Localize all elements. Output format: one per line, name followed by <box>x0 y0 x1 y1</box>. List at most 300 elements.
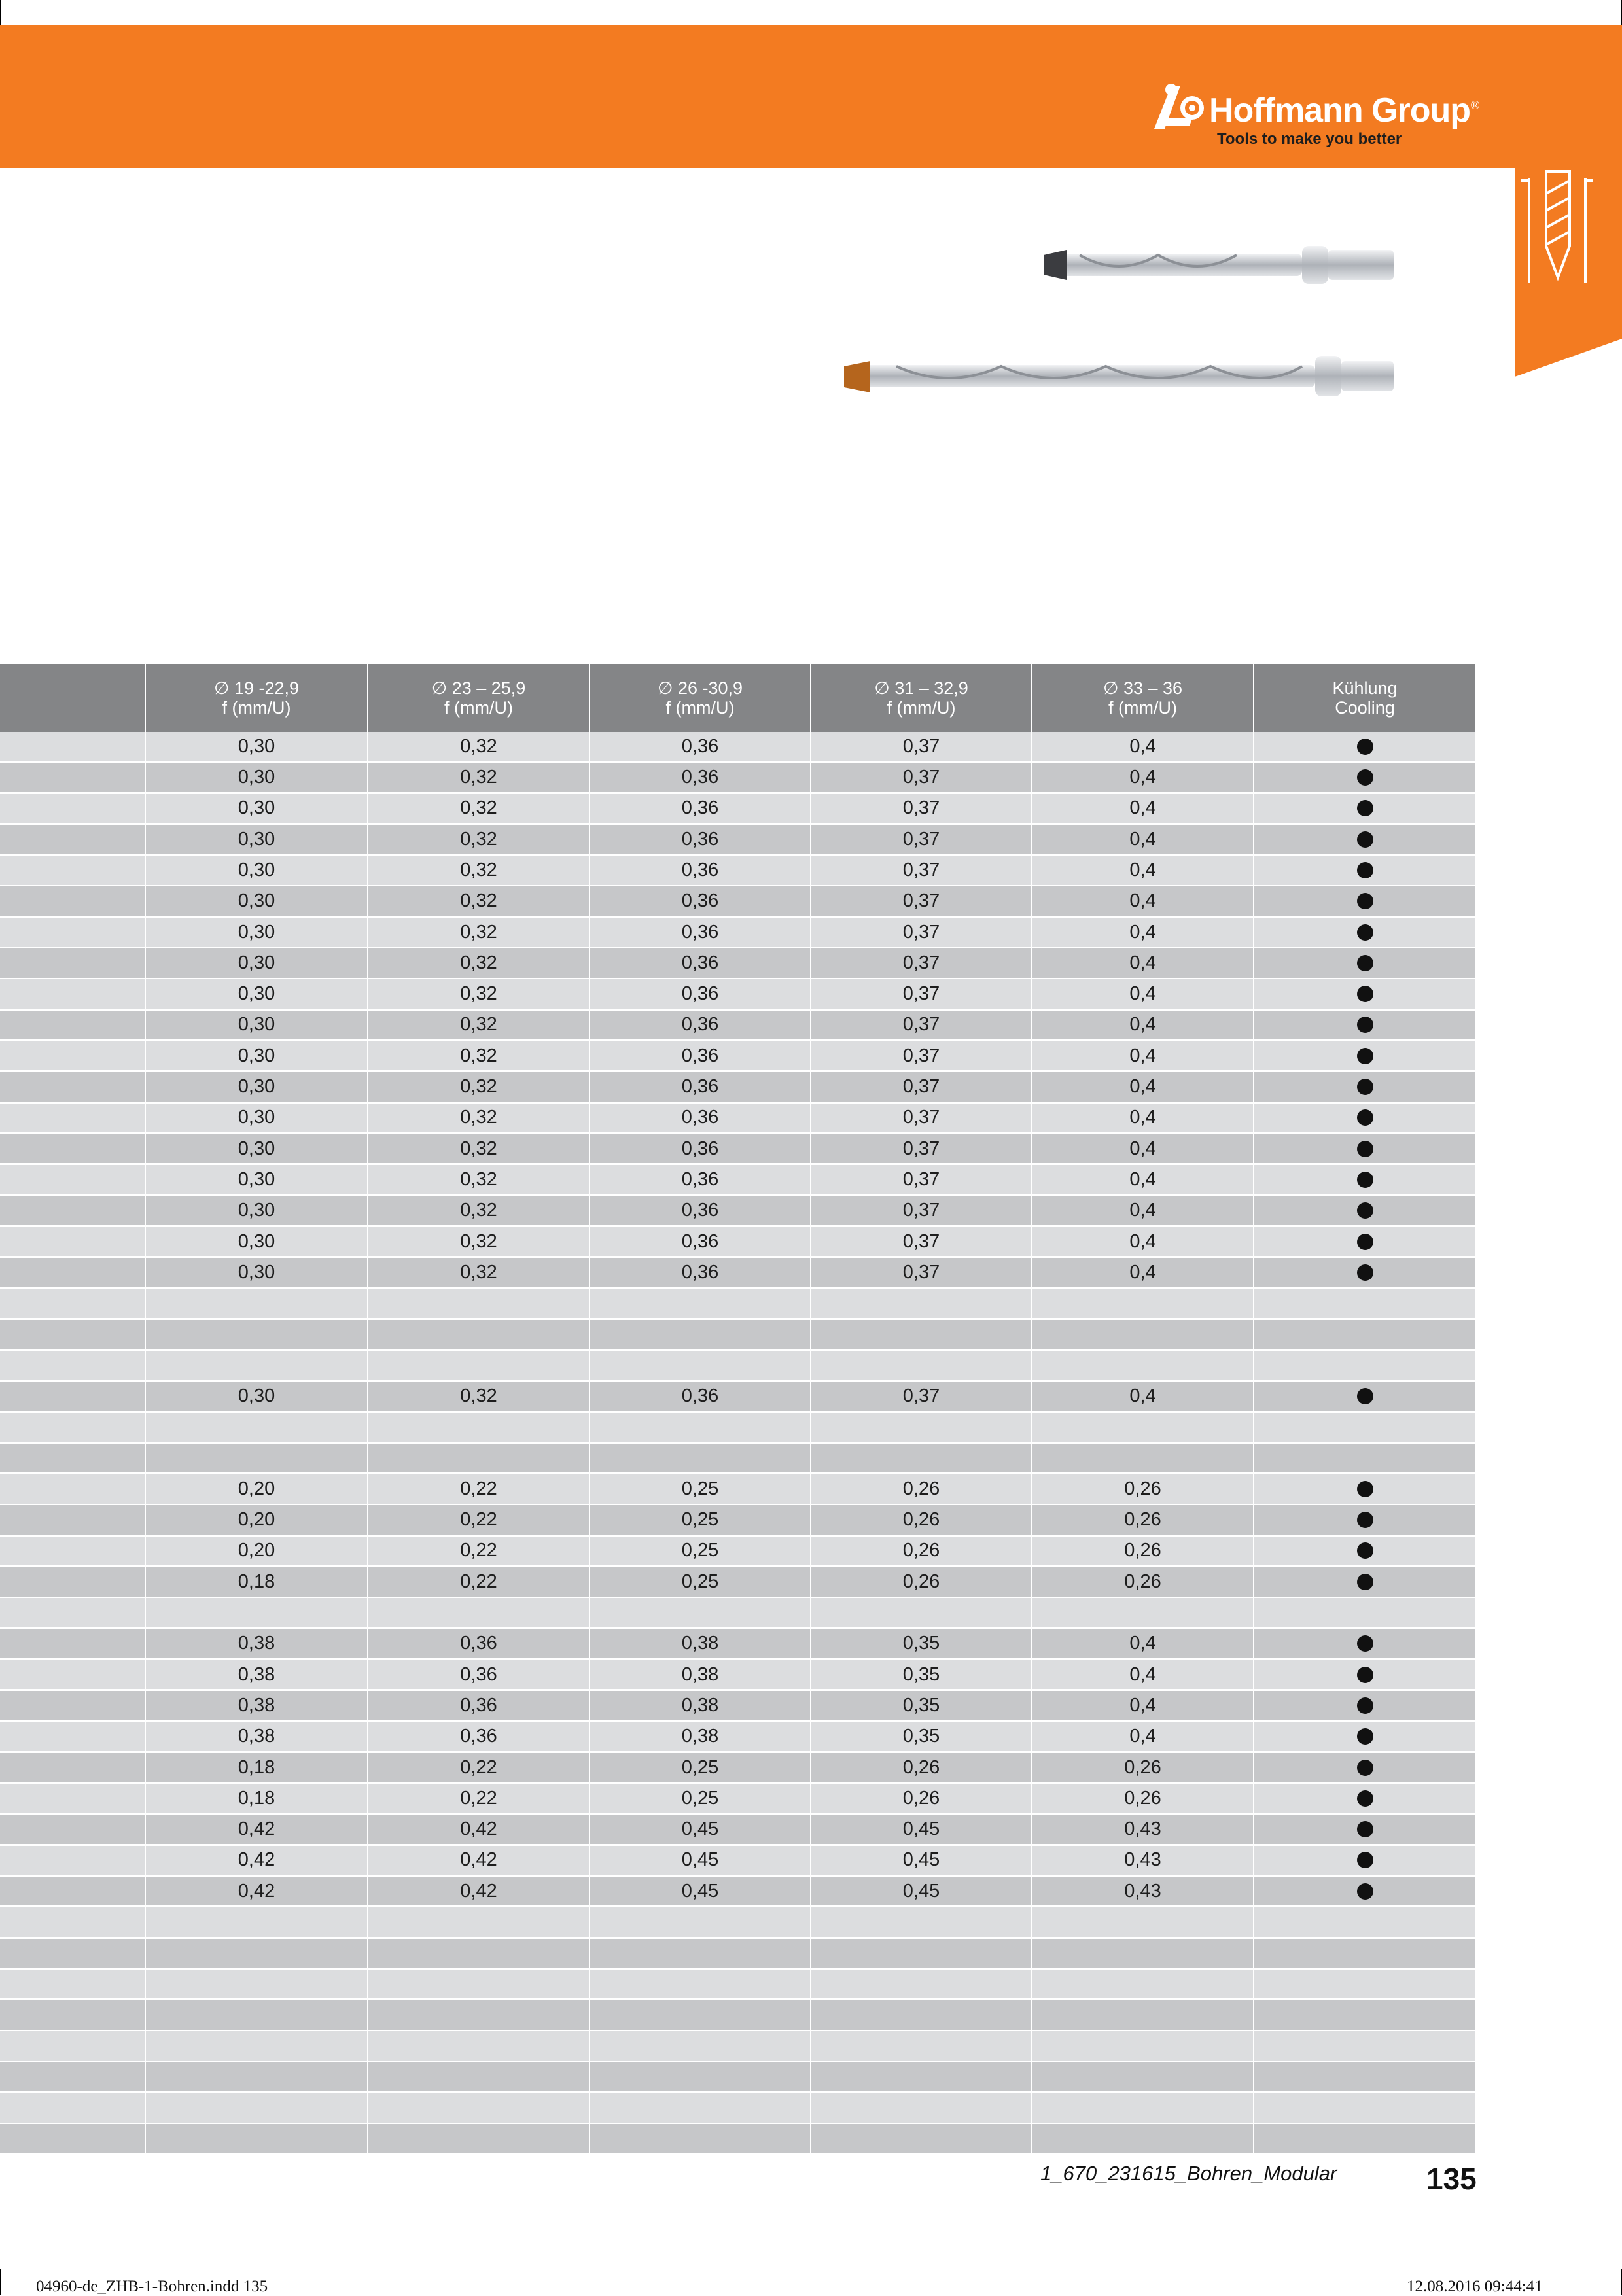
cooling-dot-icon <box>1357 1481 1373 1497</box>
feed-value-cell <box>146 2093 367 2123</box>
feed-value-cell: 0,4 <box>1032 1258 1253 1287</box>
feed-value-cell <box>811 1939 1031 1968</box>
feed-value-cell: 0,30 <box>146 1041 367 1071</box>
table-row <box>0 1753 1475 1784</box>
table-row <box>0 1011 1475 1041</box>
column-header-line2: f (mm/U) <box>222 698 291 718</box>
feed-value-cell <box>146 1907 367 1937</box>
cooling-dot-icon <box>1357 1821 1373 1837</box>
row-label-cell <box>0 1722 145 1752</box>
feed-value-cell <box>368 2000 589 2030</box>
feed-value-cell: 0,32 <box>368 1041 589 1071</box>
table-row <box>0 1165 1475 1196</box>
feed-value-cell: 0,37 <box>811 825 1031 854</box>
feed-value-cell <box>1032 1320 1253 1349</box>
table-row <box>0 1289 1475 1319</box>
cooling-dot-icon <box>1357 924 1373 941</box>
feed-value-cell: 0,4 <box>1032 794 1253 824</box>
table-row <box>0 2031 1475 2062</box>
feed-value-cell: 0,26 <box>1032 1784 1253 1813</box>
row-label-cell <box>0 2000 145 2030</box>
feed-value-cell: 0,32 <box>368 948 589 978</box>
feed-value-cell <box>146 1598 367 1627</box>
feed-value-cell: 0,42 <box>146 1815 367 1844</box>
feed-value-cell: 0,26 <box>1032 1567 1253 1597</box>
cooling-dot-icon <box>1357 1141 1373 1157</box>
feed-value-cell: 0,30 <box>146 1227 367 1257</box>
cooling-cell <box>1254 794 1475 824</box>
feed-value-cell <box>368 1907 589 1937</box>
feed-value-cell: 0,30 <box>146 1258 367 1287</box>
feed-value-cell <box>368 1289 589 1318</box>
feed-value-cell: 0,36 <box>368 1691 589 1720</box>
cooling-cell <box>1254 1629 1475 1659</box>
cooling-dot-icon <box>1357 1234 1373 1250</box>
cooling-cell <box>1254 1072 1475 1102</box>
row-label-cell <box>0 856 145 885</box>
cooling-cell <box>1254 2031 1475 2061</box>
feed-value-cell <box>590 1289 810 1318</box>
cooling-dot-icon <box>1357 1264 1373 1281</box>
cooling-cell <box>1254 1598 1475 1627</box>
row-label-cell <box>0 1258 145 1287</box>
feed-value-cell <box>811 2031 1031 2061</box>
feed-value-cell: 0,37 <box>811 1196 1031 1225</box>
feed-value-cell: 0,36 <box>590 1196 810 1225</box>
feed-value-cell <box>368 2062 589 2092</box>
cooling-cell <box>1254 1289 1475 1318</box>
feed-value-cell <box>590 1939 810 1968</box>
feed-value-cell: 0,37 <box>811 886 1031 916</box>
feed-value-cell: 0,37 <box>811 918 1031 947</box>
cooling-cell <box>1254 1474 1475 1504</box>
feed-value-cell <box>368 1320 589 1349</box>
feed-value-cell: 0,30 <box>146 732 367 761</box>
table-row <box>0 1939 1475 1970</box>
row-label-cell <box>0 1165 145 1194</box>
feed-value-cell <box>146 1444 367 1473</box>
section-tab <box>1515 167 1622 377</box>
feed-value-cell: 0,37 <box>811 948 1031 978</box>
column-header-line2: f (mm/U) <box>887 698 956 718</box>
feed-value-cell: 0,25 <box>590 1753 810 1783</box>
cooling-cell <box>1254 1753 1475 1783</box>
feed-value-cell: 0,30 <box>146 979 367 1009</box>
feed-value-cell: 0,36 <box>368 1722 589 1752</box>
table-row <box>0 1072 1475 1103</box>
row-label-cell <box>0 1134 145 1164</box>
table-row <box>0 1877 1475 1907</box>
cooling-dot-icon <box>1357 1728 1373 1745</box>
table-row <box>0 1041 1475 1072</box>
row-label-cell <box>0 1072 145 1102</box>
feed-value-cell: 0,32 <box>368 1011 589 1040</box>
feed-value-cell: 0,37 <box>811 1165 1031 1194</box>
feed-value-cell: 0,37 <box>811 1072 1031 1102</box>
table-row <box>0 1846 1475 1877</box>
table-row <box>0 948 1475 979</box>
row-label-cell <box>0 1227 145 1257</box>
feed-value-cell: 0,32 <box>368 763 589 792</box>
registered-mark: ® <box>1471 99 1480 112</box>
feed-value-cell <box>146 1289 367 1318</box>
feed-value-cell: 0,45 <box>811 1815 1031 1844</box>
feed-value-cell: 0,26 <box>811 1537 1031 1566</box>
row-label-cell <box>0 1537 145 1566</box>
feed-value-cell: 0,26 <box>811 1567 1031 1597</box>
feed-value-cell: 0,4 <box>1032 1196 1253 1225</box>
feed-value-cell: 0,37 <box>811 856 1031 885</box>
feed-value-cell: 0,4 <box>1032 1072 1253 1102</box>
feed-value-cell <box>590 2000 810 2030</box>
feed-rate-table <box>0 664 1475 2155</box>
table-row <box>0 918 1475 948</box>
column-header-line1: Kühlung <box>1332 678 1398 698</box>
cooling-dot-icon <box>1357 1574 1373 1590</box>
table-row <box>0 1196 1475 1226</box>
feed-value-cell <box>811 1907 1031 1937</box>
feed-value-cell: 0,4 <box>1032 1165 1253 1194</box>
feed-value-cell: 0,30 <box>146 948 367 978</box>
feed-value-cell: 0,36 <box>590 1165 810 1194</box>
feed-value-cell <box>1032 1289 1253 1318</box>
feed-value-cell <box>811 1413 1031 1442</box>
feed-value-cell: 0,45 <box>811 1877 1031 1906</box>
column-header-line1: ∅ 26 -30,9 <box>657 678 743 698</box>
cooling-cell <box>1254 1351 1475 1380</box>
column-header-line1: ∅ 31 – 32,9 <box>874 678 968 698</box>
feed-value-cell <box>590 1444 810 1473</box>
cooling-dot-icon <box>1357 1635 1373 1652</box>
column-header-line2: Cooling <box>1335 698 1395 718</box>
feed-value-cell: 0,20 <box>146 1505 367 1535</box>
row-label-cell <box>0 1444 145 1473</box>
cooling-cell <box>1254 1320 1475 1349</box>
cooling-dot-icon <box>1357 769 1373 786</box>
feed-value-cell <box>146 1939 367 1968</box>
table-row <box>0 1227 1475 1258</box>
feed-value-cell: 0,30 <box>146 794 367 824</box>
cooling-dot-icon <box>1357 800 1373 816</box>
feed-value-cell <box>811 1970 1031 1999</box>
feed-value-cell <box>1032 1413 1253 1442</box>
table-row <box>0 1104 1475 1134</box>
feed-value-cell: 0,37 <box>811 1382 1031 1411</box>
feed-value-cell: 0,4 <box>1032 1691 1253 1720</box>
feed-value-cell: 0,30 <box>146 763 367 792</box>
table-row <box>0 794 1475 825</box>
feed-value-cell <box>368 1939 589 1968</box>
feed-value-cell: 0,37 <box>811 1041 1031 1071</box>
cooling-dot-icon <box>1357 893 1373 909</box>
cooling-cell <box>1254 1877 1475 1906</box>
table-row <box>0 1134 1475 1165</box>
footer-title: 1_670_231615_Bohren_Modular <box>1040 2162 1337 2185</box>
feed-value-cell: 0,4 <box>1032 1011 1253 1040</box>
feed-value-cell: 0,36 <box>590 948 810 978</box>
feed-value-cell <box>1032 1444 1253 1473</box>
table-row <box>0 2000 1475 2031</box>
print-slug-date: 12.08.2016 09:44:41 <box>1407 2278 1543 2295</box>
feed-value-cell: 0,26 <box>811 1784 1031 1813</box>
feed-value-cell: 0,42 <box>146 1877 367 1906</box>
feed-value-cell: 0,4 <box>1032 732 1253 761</box>
cooling-cell <box>1254 1970 1475 1999</box>
row-label-cell <box>0 825 145 854</box>
table-row <box>0 732 1475 763</box>
feed-value-cell: 0,4 <box>1032 886 1253 916</box>
feed-value-cell <box>368 1970 589 1999</box>
row-label-cell <box>0 2062 145 2092</box>
feed-value-cell: 0,32 <box>368 1196 589 1225</box>
cooling-cell <box>1254 979 1475 1009</box>
brand-tagline: Tools to make you better <box>1217 130 1402 148</box>
feed-value-cell: 0,25 <box>590 1784 810 1813</box>
feed-value-cell: 0,45 <box>811 1846 1031 1875</box>
feed-value-cell: 0,37 <box>811 1134 1031 1164</box>
cooling-cell <box>1254 1939 1475 1968</box>
feed-value-cell <box>590 2093 810 2123</box>
feed-value-cell: 0,37 <box>811 1011 1031 1040</box>
feed-value-cell: 0,36 <box>590 1011 810 1040</box>
feed-value-cell: 0,36 <box>590 1382 810 1411</box>
feed-value-cell <box>590 2062 810 2092</box>
column-header <box>811 664 1031 732</box>
table-row <box>0 1691 1475 1722</box>
cooling-cell <box>1254 1722 1475 1752</box>
feed-value-cell: 0,4 <box>1032 1629 1253 1659</box>
cooling-cell <box>1254 1413 1475 1442</box>
feed-value-cell: 0,22 <box>368 1537 589 1566</box>
feed-value-cell: 0,45 <box>590 1846 810 1875</box>
feed-value-cell: 0,42 <box>368 1815 589 1844</box>
row-label-cell <box>0 794 145 824</box>
cooling-cell <box>1254 856 1475 885</box>
feed-value-cell <box>1032 2124 1253 2153</box>
cooling-dot-icon <box>1357 1667 1373 1683</box>
feed-value-cell <box>1032 1939 1253 1968</box>
cooling-cell <box>1254 1784 1475 1813</box>
table-row <box>0 1970 1475 2000</box>
table-row <box>0 1413 1475 1444</box>
feed-value-cell <box>1032 1907 1253 1937</box>
row-label-cell <box>0 1505 145 1535</box>
feed-value-cell: 0,30 <box>146 1072 367 1102</box>
feed-value-cell: 0,36 <box>590 886 810 916</box>
feed-value-cell: 0,45 <box>590 1815 810 1844</box>
row-label-cell <box>0 1196 145 1225</box>
feed-value-cell <box>368 1598 589 1627</box>
cooling-cell <box>1254 1846 1475 1875</box>
feed-value-cell: 0,4 <box>1032 1382 1253 1411</box>
table-row <box>0 1444 1475 1474</box>
feed-value-cell: 0,22 <box>368 1784 589 1813</box>
feed-value-cell: 0,4 <box>1032 1134 1253 1164</box>
table-row <box>0 1815 1475 1845</box>
feed-value-cell: 0,35 <box>811 1722 1031 1752</box>
feed-value-cell: 0,18 <box>146 1567 367 1597</box>
feed-value-cell: 0,32 <box>368 1165 589 1194</box>
table-row <box>0 2093 1475 2124</box>
table-row <box>0 2124 1475 2155</box>
feed-value-cell: 0,36 <box>368 1629 589 1659</box>
cooling-cell <box>1254 1165 1475 1194</box>
feed-value-cell <box>146 1320 367 1349</box>
feed-value-cell: 0,36 <box>590 979 810 1009</box>
cooling-dot-icon <box>1357 1852 1373 1868</box>
row-label-cell <box>0 2031 145 2061</box>
feed-value-cell <box>368 2031 589 2061</box>
cooling-dot-icon <box>1357 1172 1373 1188</box>
row-label-cell <box>0 1846 145 1875</box>
feed-value-cell: 0,4 <box>1032 1041 1253 1071</box>
feed-value-cell: 0,4 <box>1032 825 1253 854</box>
feed-value-cell: 0,32 <box>368 979 589 1009</box>
row-label-cell <box>0 1382 145 1411</box>
feed-value-cell: 0,36 <box>590 856 810 885</box>
column-header-line1: ∅ 19 -22,9 <box>213 678 300 698</box>
print-slug-file: 04960-de_ZHB-1-Bohren.indd 135 <box>36 2278 268 2295</box>
feed-value-cell <box>590 1598 810 1627</box>
feed-value-cell: 0,22 <box>368 1567 589 1597</box>
cooling-cell <box>1254 1907 1475 1937</box>
table-body <box>0 732 1475 2155</box>
table-row <box>0 1722 1475 1753</box>
feed-value-cell: 0,30 <box>146 825 367 854</box>
cooling-dot-icon <box>1357 739 1373 755</box>
feed-value-cell: 0,25 <box>590 1474 810 1504</box>
feed-value-cell <box>811 2093 1031 2123</box>
row-label-cell <box>0 1907 145 1937</box>
feed-value-cell: 0,32 <box>368 732 589 761</box>
feed-value-cell: 0,18 <box>146 1753 367 1783</box>
table-row <box>0 1382 1475 1412</box>
feed-value-cell <box>811 1351 1031 1380</box>
feed-value-cell: 0,26 <box>811 1474 1031 1504</box>
row-label-cell <box>0 1970 145 1999</box>
cooling-dot-icon <box>1357 1079 1373 1095</box>
feed-value-cell <box>146 1970 367 1999</box>
cooling-dot-icon <box>1357 1542 1373 1559</box>
feed-value-cell: 0,4 <box>1032 979 1253 1009</box>
row-label-cell <box>0 1691 145 1720</box>
feed-value-cell <box>811 2124 1031 2153</box>
row-label-cell <box>0 732 145 761</box>
long-drill-image <box>844 356 1394 396</box>
column-header-line2: f (mm/U) <box>444 698 513 718</box>
feed-value-cell: 0,42 <box>368 1877 589 1906</box>
cooling-dot-icon <box>1357 1790 1373 1807</box>
feed-value-cell: 0,4 <box>1032 1660 1253 1690</box>
row-label-cell <box>0 2124 145 2153</box>
column-header <box>146 664 367 732</box>
cooling-cell <box>1254 1104 1475 1133</box>
feed-value-cell: 0,37 <box>811 763 1031 792</box>
cooling-cell <box>1254 1567 1475 1597</box>
feed-value-cell <box>146 1413 367 1442</box>
feed-value-cell: 0,26 <box>1032 1537 1253 1566</box>
feed-value-cell: 0,22 <box>368 1474 589 1504</box>
feed-value-cell: 0,37 <box>811 794 1031 824</box>
cooling-cell <box>1254 1537 1475 1566</box>
feed-value-cell: 0,43 <box>1032 1877 1253 1906</box>
feed-value-cell <box>146 2124 367 2153</box>
crop-mark-top-left <box>0 0 1 25</box>
feed-value-cell: 0,25 <box>590 1567 810 1597</box>
feed-value-cell <box>1032 1351 1253 1380</box>
feed-value-cell: 0,37 <box>811 732 1031 761</box>
table-row <box>0 825 1475 856</box>
table-row <box>0 1258 1475 1289</box>
feed-value-cell: 0,36 <box>590 1227 810 1257</box>
feed-value-cell: 0,38 <box>146 1629 367 1659</box>
cooling-dot-icon <box>1357 1202 1373 1219</box>
feed-value-cell <box>368 1351 589 1380</box>
table-row <box>0 1660 1475 1691</box>
row-label-cell <box>0 1474 145 1504</box>
feed-value-cell: 0,37 <box>811 1227 1031 1257</box>
row-label-cell <box>0 1104 145 1133</box>
feed-value-cell: 0,32 <box>368 1072 589 1102</box>
row-label-cell <box>0 948 145 978</box>
row-label-cell <box>0 1351 145 1380</box>
cooling-cell <box>1254 1444 1475 1473</box>
row-label-cell <box>0 1660 145 1690</box>
cooling-cell <box>1254 1258 1475 1287</box>
feed-value-cell: 0,36 <box>368 1660 589 1690</box>
feed-value-cell: 0,38 <box>590 1629 810 1659</box>
feed-value-cell <box>368 2124 589 2153</box>
feed-value-cell: 0,26 <box>811 1753 1031 1783</box>
cooling-dot-icon <box>1357 955 1373 971</box>
row-label-cell <box>0 979 145 1009</box>
column-header-line1: ∅ 23 – 25,9 <box>431 678 526 698</box>
feed-value-cell: 0,32 <box>368 794 589 824</box>
cooling-dot-icon <box>1357 1883 1373 1900</box>
feed-value-cell: 0,38 <box>590 1660 810 1690</box>
cooling-dot-icon <box>1357 1048 1373 1064</box>
table-row <box>0 1351 1475 1382</box>
cooling-dot-icon <box>1357 1760 1373 1776</box>
feed-value-cell: 0,32 <box>368 1134 589 1164</box>
row-label-cell <box>0 1413 145 1442</box>
feed-value-cell: 0,32 <box>368 1258 589 1287</box>
feed-value-cell: 0,38 <box>146 1722 367 1752</box>
feed-value-cell <box>1032 2093 1253 2123</box>
feed-value-cell <box>811 1598 1031 1627</box>
column-header <box>1254 664 1475 732</box>
feed-value-cell: 0,25 <box>590 1505 810 1535</box>
feed-value-cell: 0,37 <box>811 1258 1031 1287</box>
feed-value-cell: 0,4 <box>1032 1104 1253 1133</box>
feed-value-cell: 0,35 <box>811 1660 1031 1690</box>
feed-value-cell <box>1032 2031 1253 2061</box>
row-label-cell <box>0 1877 145 1906</box>
feed-value-cell: 0,35 <box>811 1629 1031 1659</box>
feed-value-cell: 0,4 <box>1032 948 1253 978</box>
row-label-cell <box>0 1939 145 1968</box>
feed-value-cell: 0,18 <box>146 1784 367 1813</box>
table-row <box>0 763 1475 793</box>
feed-value-cell <box>811 2000 1031 2030</box>
column-header <box>590 664 810 732</box>
table-header-row <box>0 664 1475 732</box>
feed-value-cell: 0,26 <box>1032 1753 1253 1783</box>
cooling-cell <box>1254 2062 1475 2092</box>
cooling-cell <box>1254 1660 1475 1690</box>
feed-value-cell <box>590 1970 810 1999</box>
crop-mark-bottom-left <box>0 2269 1 2295</box>
